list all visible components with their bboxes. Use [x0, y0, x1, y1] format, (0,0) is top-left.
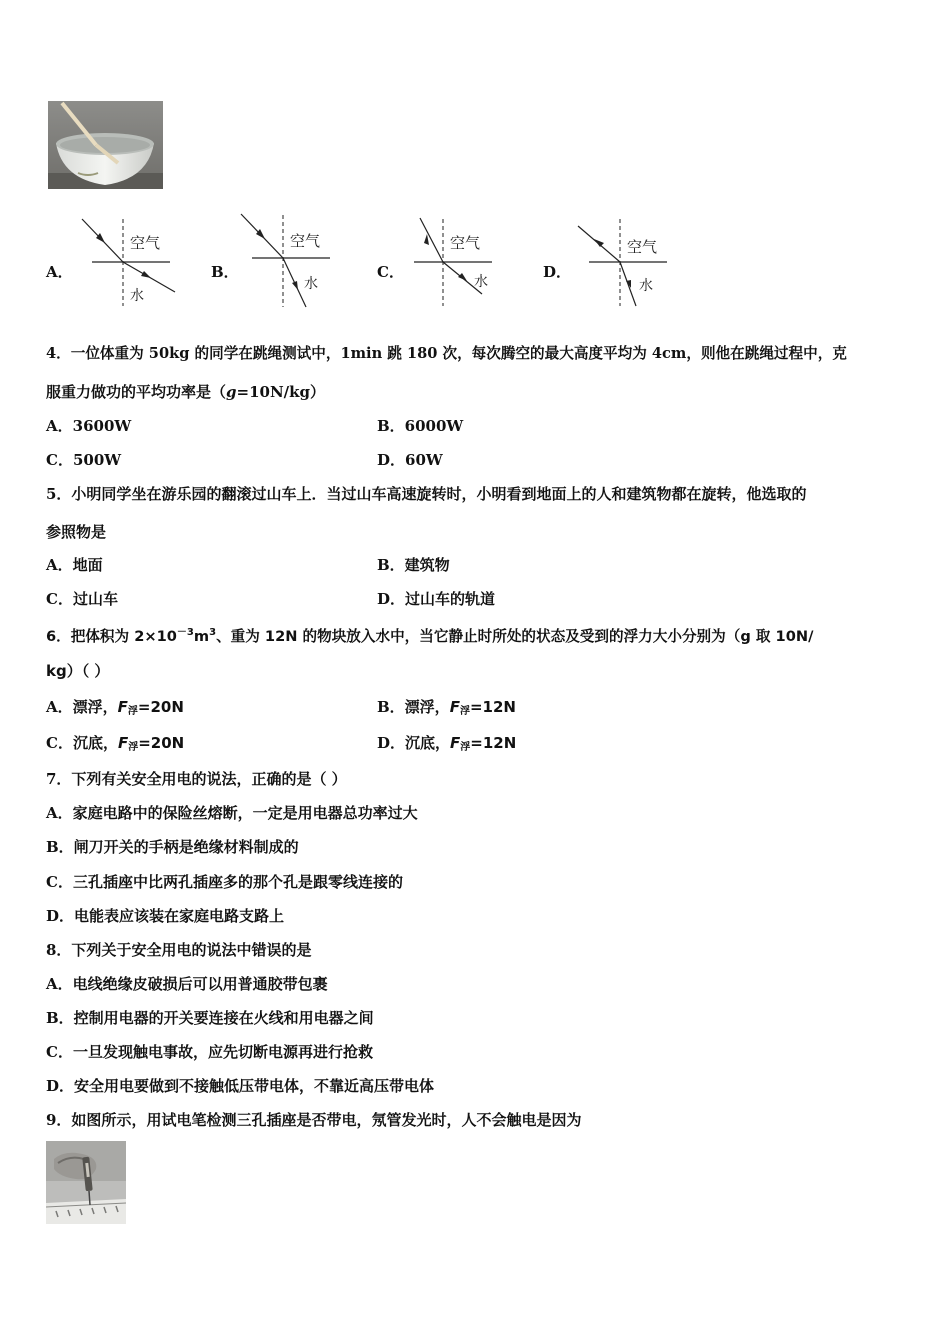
q6-option-d-f: F: [450, 734, 461, 752]
q6-stem-exp: －3: [176, 627, 194, 638]
q7-stem: 7．下列有关安全用电的说法，正确的是（ ）: [46, 770, 347, 788]
q7-option-b[interactable]: B．闸刀开关的手柄是绝缘材料制成的: [46, 838, 299, 856]
refraction-diagram-b: [238, 210, 343, 310]
water-label: 水: [474, 274, 488, 290]
q8-option-b[interactable]: B．控制用电器的开关要连接在火线和用电器之间: [46, 1009, 374, 1027]
q6-stem-unit: m: [193, 627, 210, 645]
q6-option-a[interactable]: [46, 697, 184, 722]
q6-option-b-f: F: [449, 698, 460, 716]
q4-option-b[interactable]: B．6000W: [377, 417, 464, 435]
air-label: 空气: [130, 234, 161, 252]
q7-option-a[interactable]: A．家庭电路中的保险丝熔断，一定是用电器总功率过大: [46, 804, 418, 822]
q9-stem: 9．如图所示，用试电笔检测三孔插座是否带电，氖管发光时，人不会触电是因为: [46, 1111, 582, 1129]
q6-stem-unit-exp: 3: [209, 627, 217, 638]
q6-option-c-value: =20N: [138, 734, 185, 752]
q5-option-d[interactable]: D．过山车的轨道: [377, 590, 496, 608]
q8-option-c[interactable]: C．一旦发现触电事故，应先切断电源再进行抢救: [46, 1043, 373, 1061]
test-pen-socket-photo: [46, 1141, 126, 1224]
q6-option-a-prefix: A．漂浮，: [46, 698, 118, 716]
q6-option-b-value: =12N: [469, 698, 516, 716]
air-label: 空气: [627, 238, 658, 256]
q5-option-b[interactable]: B．建筑物: [377, 556, 450, 574]
q6-option-b-sub: 浮: [459, 706, 470, 717]
air-label: 空气: [290, 232, 321, 250]
q6-option-c-f: F: [117, 734, 129, 752]
q6-option-c-sub: 浮: [128, 742, 139, 753]
q6-option-a-f: F: [117, 698, 128, 716]
air-label: 空气: [450, 234, 481, 252]
bowl-chopstick-photo: [48, 101, 163, 189]
q5-option-a[interactable]: A．地面: [46, 556, 103, 574]
q6-option-d-value: =12N: [470, 734, 517, 752]
q6-option-a-value: =20N: [137, 698, 184, 716]
diagram-option-a-label: A．: [46, 263, 73, 281]
q6-stem-post: 、重为 12N 的物块放入水中，当它静止时所处的状态及受到的浮力大小分别为（g 取 10N/: [216, 627, 814, 645]
refraction-diagram-c: [400, 214, 505, 310]
q8-stem: 8．下列关于安全用电的说法中错误的是: [46, 941, 312, 959]
q6-option-d-prefix: D．沉底，: [377, 734, 451, 752]
refraction-diagram-d: [573, 214, 678, 310]
q4-stem-line1: 4．一位体重为 50kg 的同学在跳绳测试中，1min 跳 180 次，每次腾空的最大高度平均为 4cm，则他在跳绳过程中，克: [46, 345, 847, 362]
q4-option-c[interactable]: C．500W: [46, 451, 122, 469]
q4-option-a[interactable]: A．3600W: [46, 417, 132, 435]
water-label: 水: [639, 278, 653, 294]
water-label: 水: [130, 288, 144, 304]
q6-option-c-prefix: C．沉底，: [46, 734, 118, 752]
q6-option-a-sub: 浮: [127, 706, 138, 717]
q8-option-a[interactable]: A．电线绝缘皮破损后可以用普通胶带包裹: [46, 975, 328, 993]
q5-stem-line2: 参照物是: [46, 523, 107, 541]
q4-stem-g: g: [226, 383, 237, 401]
q6-option-d[interactable]: [377, 733, 516, 758]
q7-option-d[interactable]: D．电能表应该装在家庭电路支路上: [46, 907, 285, 925]
q4-stem-line2-pre: 服重力做功的平均功率是（: [46, 383, 227, 401]
q7-option-c[interactable]: C．三孔插座中比两孔插座多的那个孔是跟零线连接的: [46, 873, 403, 891]
refraction-diagram-a: [78, 214, 183, 310]
diagram-option-b-label: B．: [211, 263, 239, 281]
q5-stem-line1: 5．小明同学坐在游乐园的翻滚过山车上．当过山车高速旋转时，小明看到地面上的人和建筑物都在旋转，他选取的: [46, 485, 807, 503]
diagram-option-c-label: C．: [377, 263, 404, 281]
q4-stem-line2-post: =10N/kg）: [236, 383, 326, 401]
diagram-option-d-label: D．: [543, 263, 572, 281]
q6-stem-pre: 6．把体积为 2×10: [46, 627, 177, 645]
q5-option-c[interactable]: C．过山车: [46, 590, 118, 608]
water-label: 水: [304, 276, 318, 292]
q6-option-d-sub: 浮: [460, 742, 471, 753]
q8-option-d[interactable]: D．安全用电要做到不接触低压带电体，不靠近高压带电体: [46, 1077, 435, 1095]
q6-stem-line1: [46, 623, 813, 647]
q6-option-c[interactable]: [46, 733, 184, 758]
q6-option-b-prefix: B．漂浮，: [377, 698, 450, 716]
q6-option-b[interactable]: [377, 697, 516, 722]
q6-stem-line2: kg）（ ）: [46, 662, 110, 680]
q4-stem-line2: [46, 382, 325, 402]
q4-option-d[interactable]: D．60W: [377, 451, 443, 469]
